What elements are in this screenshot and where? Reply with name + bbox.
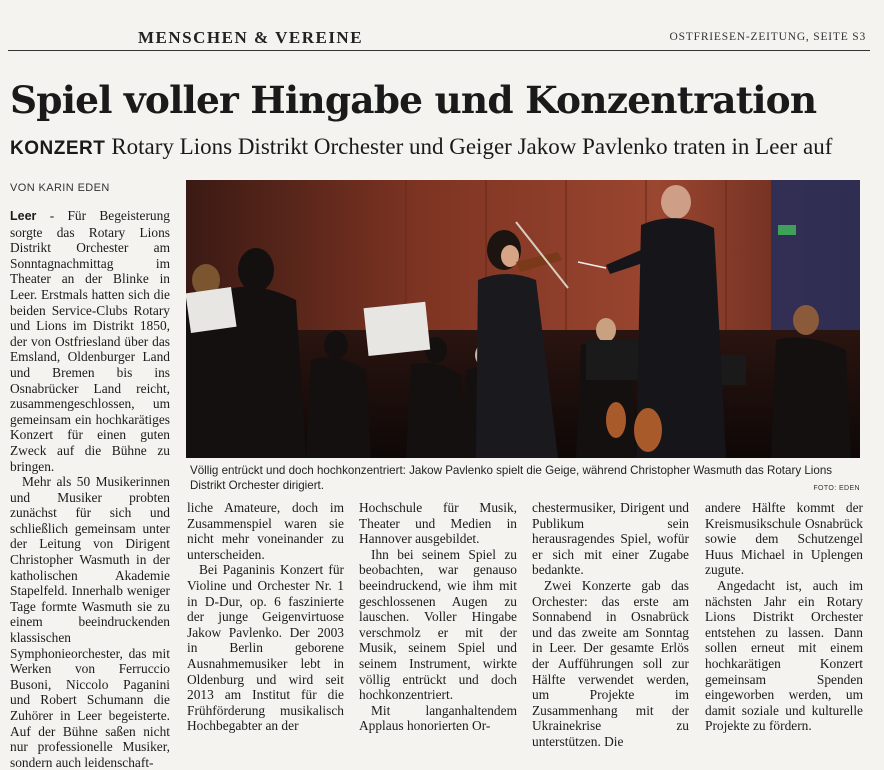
paragraph-text: - Für Begeisterung sorgte das Rotary Lions Distrikt Orchester am Sonntagnachmittag im Theater an der Blinke in Leer. Erstmals hatten sich die beiden Service-Clubs Rotary und Lions im Distrikt 1850, der von Ostfriesland über das Emsland, Oldenburger Land und Bremen bis ins Osnabrücker Land reicht, zusammengeschlossen, um gemeinsam ein hochkarätiges Konzert für einen guten Zweck auf die Bühne zu bringen. xyxy=(10,208,170,474)
photo-caption: Völlig entrückt und doch hochkonzentriert: Jakow Pavlenko spielt die Geige, während Christopher Wasmuth das Rotary Lions Distrikt Orchester dirigiert. xyxy=(190,464,833,492)
paragraph: Hochschule für Musik, Theater und Medien in Hannover ausgebildet. xyxy=(359,500,517,547)
article-subheadline xyxy=(10,134,832,160)
paragraph: Angedacht ist, auch im nächsten Jahr ein Rotary Lions Distrikt Orchester entstehen zu lassen. Dann sollen erneut mit einem hochkarätigen Konzert gemeinsam Spenden eingeworben werden, um damit soziale und kulturelle Projekte zu fördern. xyxy=(705,577,863,734)
paragraph: liche Amateure, doch im Zusammenspiel waren sie nicht mehr voneinander zu unterscheiden. xyxy=(187,500,344,562)
paragraph: Zwei Konzerte gab das Orchester: das erste am Sonnabend in Osnabrück und das zweite am Sonntag in Leer. Der gesamte Erlös der Aufführungen soll zur Hälfte verwendet werden, um Projekte im Zusammenhang mit der Ukrainekrise zu unterstützen. Die xyxy=(532,577,689,749)
paragraph: Mehr als 50 Musikerinnen und Musiker probten zunächst für sich und schließlich gemeinsam unter der Leitung von Dirigent Christopher Wasmuth in der katholischen Akademie Stapelfeld. Innerhalb weniger Tage formte Wasmuth sie zu einem beeindruckenden klassischen Symphonieorchester, das mit Werken von Ferruccio Busoni, Niccolo Paganini und Robert Schumann die Zuhörer in Leer begeisterte. Auf der Bühne saßen nicht nur professionelle Musiker, sondern auch leidenschaft- xyxy=(10,474,170,770)
article-kicker: KONZERT xyxy=(10,138,106,159)
dateline-place: Leer xyxy=(10,209,37,223)
paragraph: chestermusiker, Dirigent und Publikum sein herausragendes Spiel, wofür er sich mit einer Zugabe bedankte. xyxy=(532,500,689,578)
orchestra-photo-icon xyxy=(186,180,860,458)
paragraph: andere Hälfte kommt der Kreismusikschule Osnabrück sowie dem Schutzengel Huus Michael in Uplengen zugute. xyxy=(705,500,863,578)
article-column-5 xyxy=(705,500,863,734)
orchestra-photo xyxy=(186,180,860,458)
article-column-2 xyxy=(187,500,344,734)
paragraph xyxy=(10,208,170,474)
paper-page-label: OSTFRIESEN-ZEITUNG, SEITE S3 xyxy=(669,31,866,43)
paragraph: Mit langanhaltendem Applaus honorierten Or- xyxy=(359,702,517,734)
article-headline: Spiel voller Hingabe und Konzentration xyxy=(10,78,817,122)
photo-credit: FOTO: EDEN xyxy=(813,485,860,492)
article-byline: VON KARIN EDEN xyxy=(10,182,110,194)
article-column-4 xyxy=(532,500,689,750)
subheadline-text: Rotary Lions Distrikt Orchester und Geiger Jakow Pavlenko traten in Leer auf xyxy=(111,134,833,159)
paragraph: Bei Paganinis Konzert für Violine und Orchester Nr. 1 in D-Dur, op. 6 faszinierte der junge Geigenvirtuose Jakow Pavlenko. Der 2003 in Berlin geborene Ausnahmemusiker lebt in Oldenburg und wird seit 2013 am Institut für die Frühförderung musikalisch Hochbegabter an der xyxy=(187,562,344,734)
paragraph: Ihn bei seinem Spiel zu beobachten, war genauso beeindruckend, wie ihm mit geschlossenen Augen zu lauschen. Voller Hingabe verschmolz er mit der Musik, seinem Spiel und seinem Instrument, wirkte völlig entrückt und doch hochkonzentriert. xyxy=(359,546,517,703)
section-title: MENSCHEN & VEREINE xyxy=(138,28,364,47)
page-header xyxy=(8,24,870,51)
article-column-3 xyxy=(359,500,517,734)
article-column-1 xyxy=(10,208,170,770)
